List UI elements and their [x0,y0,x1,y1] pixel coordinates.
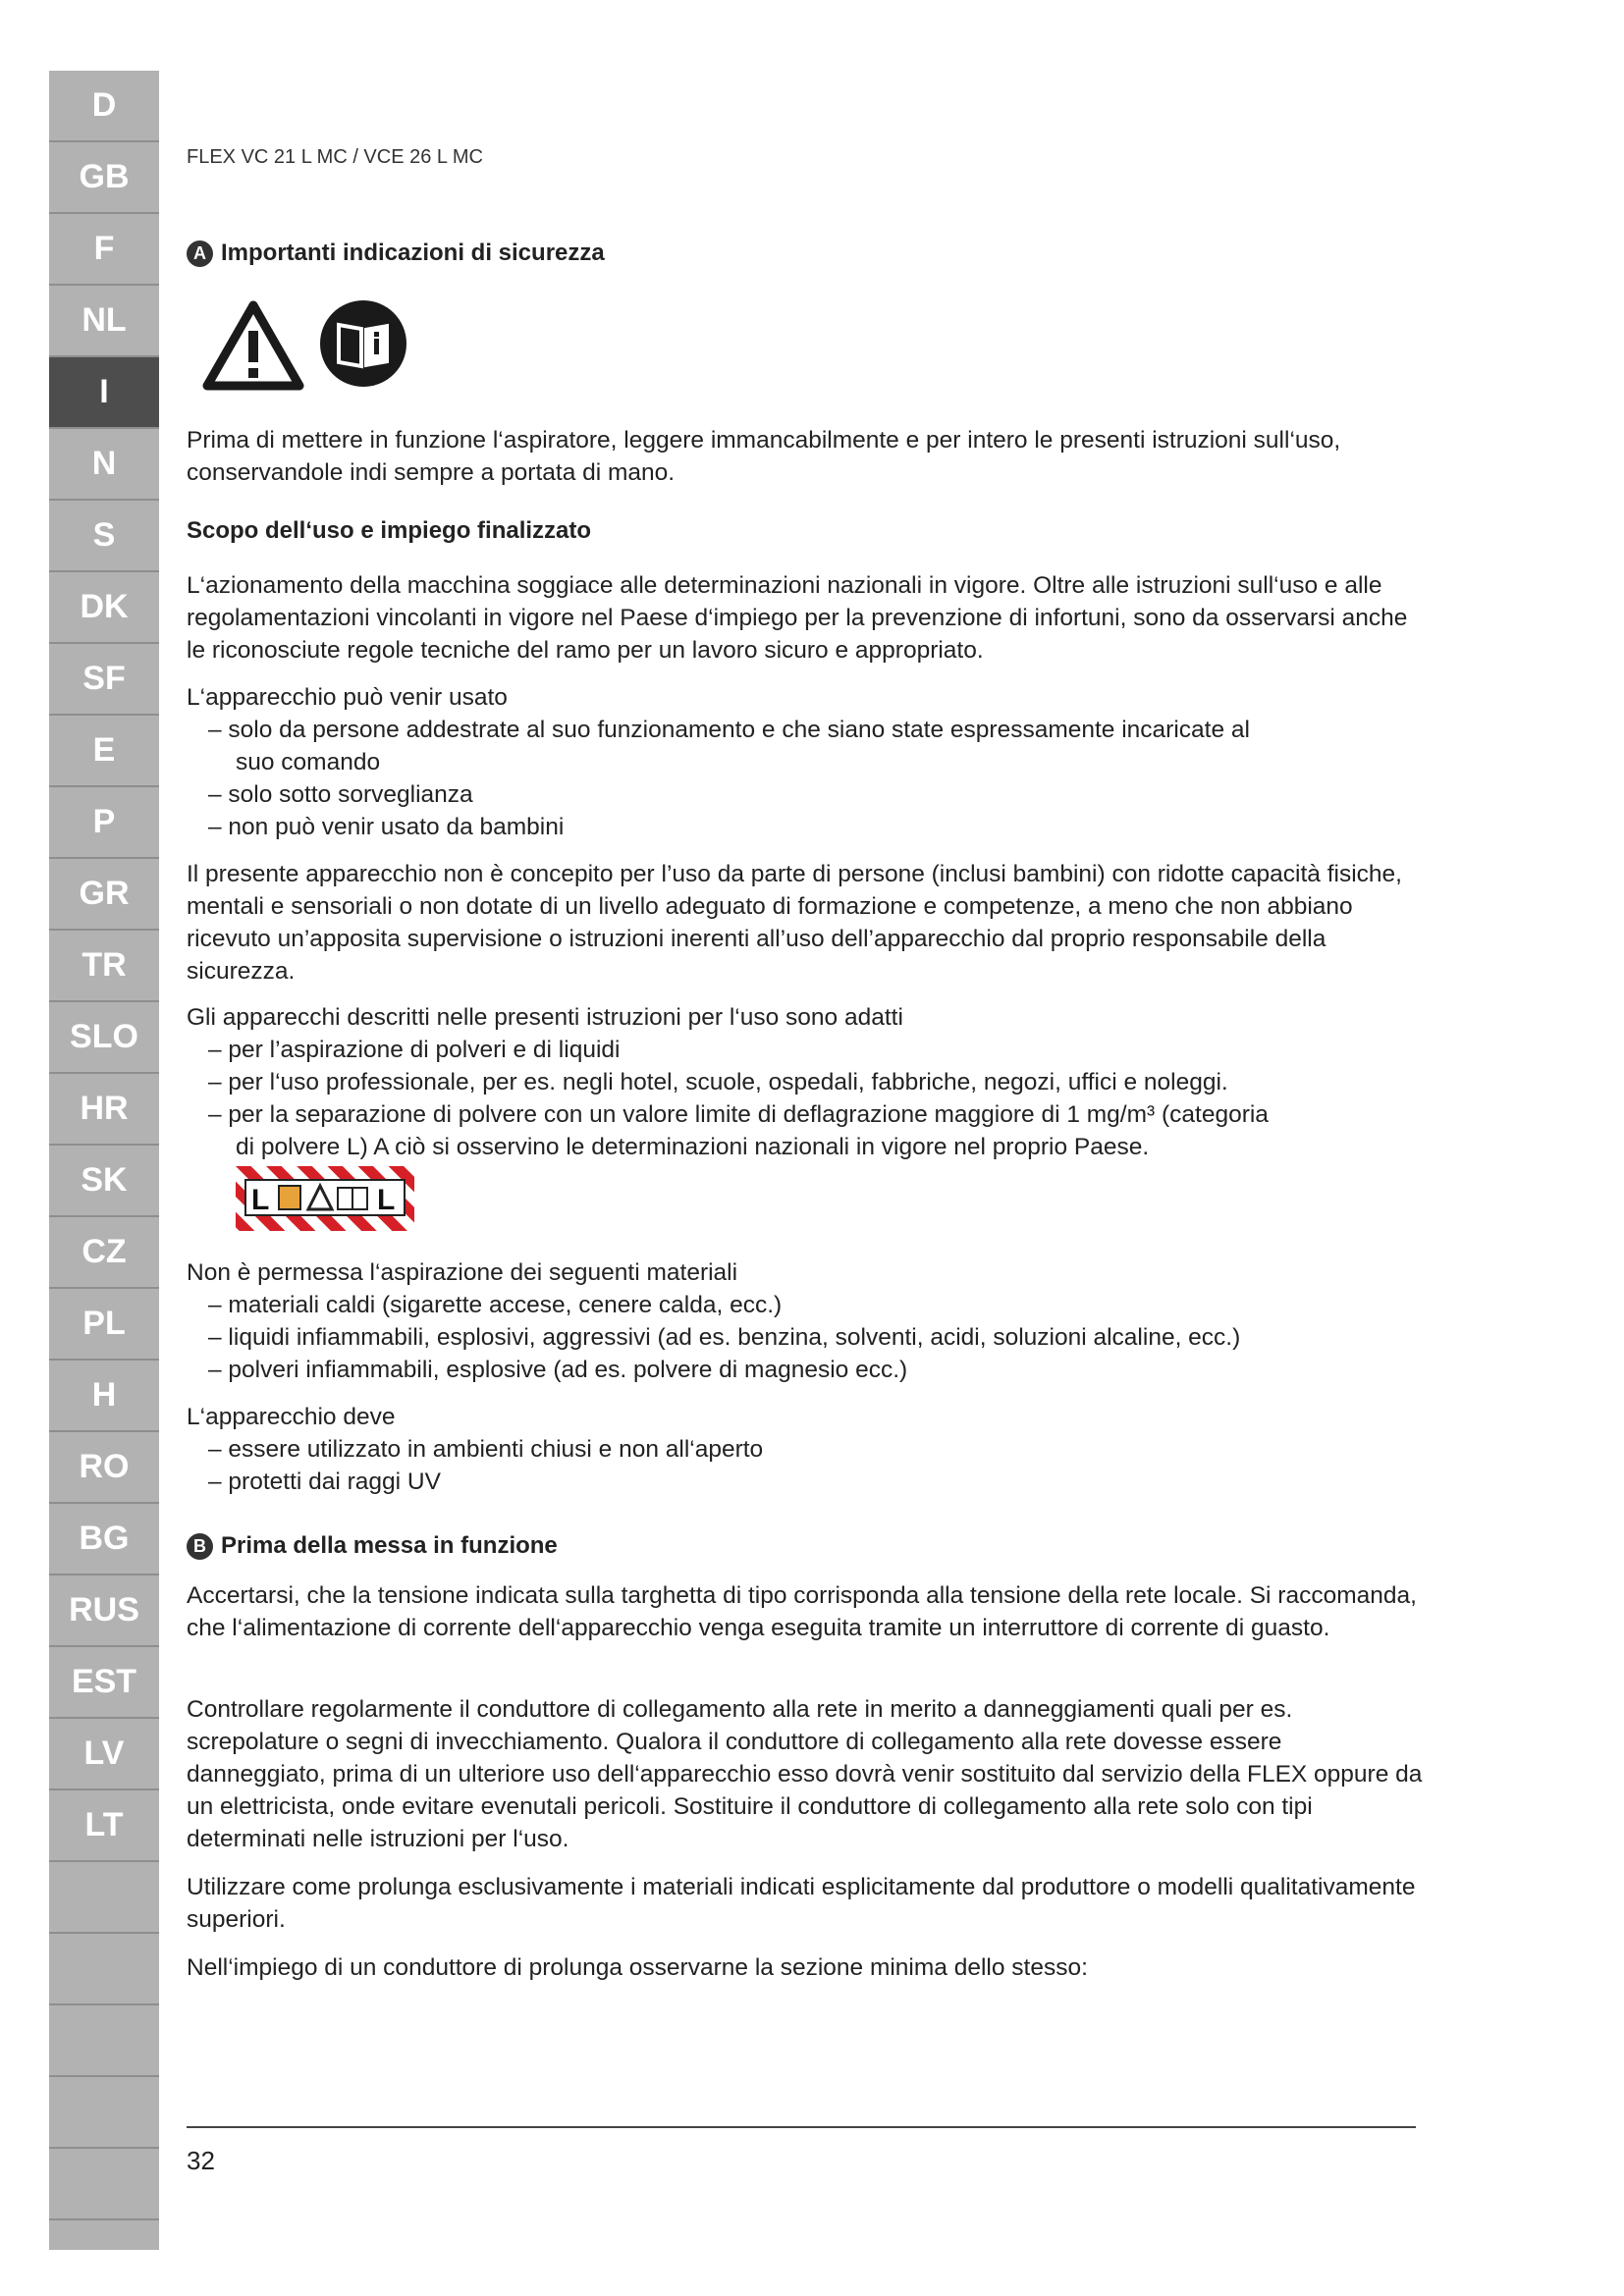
suitable-list [208,1034,1426,1163]
language-tab-lv[interactable]: LV [49,1719,159,1790]
language-tab-i[interactable]: I [49,357,159,429]
list-item: – per la separazione di polvere con un valore limite di deflagrazione maggiore di 1 mg/m³ (categoria [208,1101,1269,1128]
read-manual-icon [319,299,407,388]
section-b-title [187,1532,558,1560]
language-tab-gb[interactable]: GB [49,142,159,214]
list-item: – solo da persone addestrate al suo funzionamento e che siano state espressamente incaricate al [208,717,1250,743]
language-tab-empty [49,1934,159,2005]
language-tab-est[interactable]: EST [49,1647,159,1719]
extension-paragraph: Utilizzare come prolunga esclusivamente i materiali indicati esplicitamente dal produttore o modelli qualitativamente superiori. [187,1874,1416,1933]
section-a-title-text: Importanti indicazioni di sicurezza [221,240,605,266]
cable-paragraph: Controllare regolarmente il conduttore di collegamento alla rete in merito a danneggiamenti quali per es. screpolature o segni di invecchiamento. Qualora il conduttore di collegamento alla rete dovesse essere danneggiato, prima di un ulteriore uso dell‘apparecchio esso dovrà venir sostituito dal servizio della FLEX oppure da un elettricista, onde evitare evenutali pericoli. Sostituire il conduttore di collegamento alla rete solo con tipi determinati nelle istruzioni per l‘uso. [187,1696,1423,1852]
language-tab-d[interactable]: D [49,71,159,142]
forbidden-intro: Non è permessa l‘aspirazione dei seguenti materiali [187,1259,738,1286]
list-item: – non può venir usato da bambini [208,814,565,840]
model-header: FLEX VC 21 L MC / VCE 26 L MC [187,146,483,168]
intro-paragraph: Prima di mettere in funzione l‘aspiratore, leggere immancabilmente e per intero le presenti istruzioni sull‘uso, conservandole indi sempre a portata di mano. [187,427,1341,486]
language-tab-sf[interactable]: SF [49,644,159,716]
language-tab-gr[interactable]: GR [49,859,159,931]
language-tab-f[interactable]: F [49,214,159,286]
language-tab-bg[interactable]: BG [49,1504,159,1575]
must-list [208,1433,1426,1498]
language-tab-tr[interactable]: TR [49,931,159,1002]
language-tab-s[interactable]: S [49,501,159,572]
list-item: suo comando [236,749,381,775]
voltage-paragraph: Accertarsi, che la tensione indicata sulla targhetta di tipo corrisponda alla tensione della rete locale. Si raccomanda, che l‘alimentazione di corrente dell‘apparecchio venga eseguita tramite un interruttore di corrente di guasto. [187,1582,1417,1641]
footer-rule [187,2126,1416,2128]
purpose-subtitle: Scopo dell‘uso e impiego finalizzato [187,517,592,544]
language-tab-sk[interactable]: SK [49,1146,159,1217]
section-b-letter: B [187,1533,213,1560]
language-tab-slo[interactable]: SLO [49,1002,159,1074]
list-item: – essere utilizzato in ambienti chiusi e non all‘aperto [208,1436,764,1463]
language-tab-n[interactable]: N [49,429,159,501]
safety-icons [201,299,407,392]
warning-triangle-icon [201,299,305,392]
list-item: – solo sotto sorveglianza [208,781,473,808]
language-tab-empty [49,2149,159,2220]
language-tab-ro[interactable]: RO [49,1432,159,1504]
section-paragraph: Nell‘impiego di un conduttore di prolunga osservarne la sezione minima dello stesso: [187,1954,1088,1981]
language-tab-e[interactable]: E [49,716,159,787]
must-intro: L‘apparecchio deve [187,1404,396,1430]
language-tab-dk[interactable]: DK [49,572,159,644]
page-number: 32 [187,2146,215,2175]
language-tab-empty [49,1862,159,1934]
language-sidebar [49,71,159,2250]
usage-list [208,714,1426,843]
list-item: di polvere L) A ciò si osservino le determinazioni nazionali in vigore nel proprio Paese. [236,1134,1150,1160]
usage-intro: L‘apparecchio può venir usato [187,684,508,711]
language-tab-cz[interactable]: CZ [49,1217,159,1289]
language-tab-lt[interactable]: LT [49,1790,159,1862]
capacity-paragraph: Il presente apparecchio non è concepito per l’uso da parte di persone (inclusi bambini) con ridotte capacità fisiche, mentali e sensoriali o non dotate di un livello adeguato di formazione e competenze, a meno che non abbiano ricevuto un’apposita supervisione o istruzioni inerenti all’uso dell’apparecchio dal proprio responsabile della sicurezza. [187,861,1402,985]
language-tab-h[interactable]: H [49,1361,159,1432]
svg-text:L: L [377,1184,396,1216]
list-item: – liquidi infiammabili, esplosivi, aggressivi (ad es. benzina, solventi, acidi, soluzioni alcaline, ecc.) [208,1324,1241,1351]
language-tab-nl[interactable]: NL [49,286,159,357]
list-item: – per l‘uso professionale, per es. negli hotel, scuole, ospedali, fabbriche, negozi, uffici e noleggi. [208,1069,1228,1095]
language-tab-hr[interactable]: HR [49,1074,159,1146]
forbidden-list [208,1289,1426,1386]
list-item: – protetti dai raggi UV [208,1468,441,1495]
section-a-title [187,240,605,267]
dust-class-l-badge [236,1166,414,1231]
purpose-paragraph: L‘azionamento della macchina soggiace alle determinazioni nazionali in vigore. Oltre alle istruzioni sull‘uso e alle regolamentazioni vincolanti in vigore nel Paese d‘impiego per la prevenzione di infortuni, sono da osservarsi anche le riconosciute regole tecniche del ramo per un lavoro sicuro e appropriato. [187,572,1408,664]
suitable-intro: Gli apparecchi descritti nelle presenti istruzioni per l‘uso sono adatti [187,1004,903,1031]
list-item: – materiali caldi (sigarette accese, cenere calda, ecc.) [208,1292,783,1318]
list-item: – polveri infiammabili, esplosive (ad es. polvere di magnesio ecc.) [208,1357,908,1383]
list-item: – per l’aspirazione di polveri e di liquidi [208,1037,621,1063]
language-tab-empty [49,2077,159,2149]
section-a-letter: A [187,240,213,267]
language-tab-rus[interactable]: RUS [49,1575,159,1647]
language-tab-pl[interactable]: PL [49,1289,159,1361]
svg-text:L: L [251,1184,270,1216]
language-tab-empty [49,2005,159,2077]
language-tab-p[interactable]: P [49,787,159,859]
section-b-title-text: Prima della messa in funzione [221,1532,558,1559]
